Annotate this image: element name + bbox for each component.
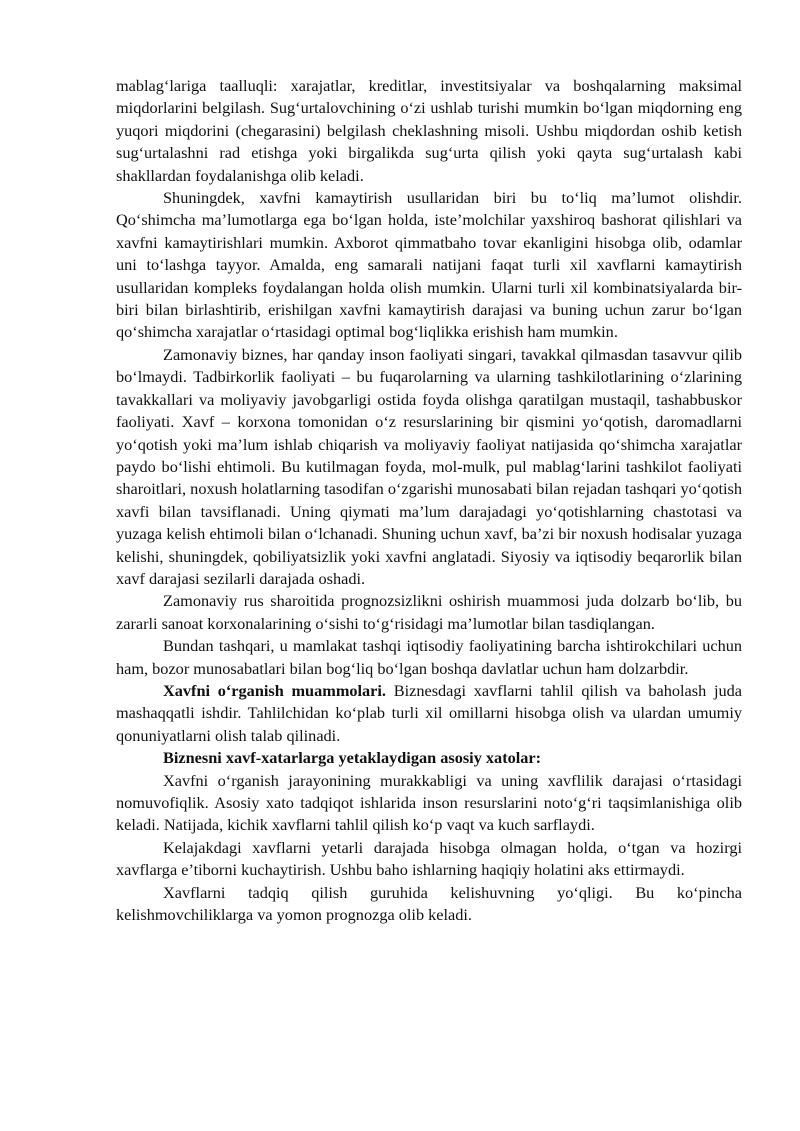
section-heading xyxy=(116,747,742,769)
section-heading-text: Biznesni xavf-xatarlarga yetaklaydigan asosiy xatolar: xyxy=(163,748,542,768)
paragraph-with-heading xyxy=(116,680,742,747)
document-page xyxy=(116,75,742,926)
paragraph-body: Biznesdagi xavflarni tahlil qilish va baholash juda mashaqqatli ishdir. Tahlilchidan ko‘plab turli xil omillarni hisobga olish va ulardan umumiy qonuniyatlarni olish talab qilinadi. xyxy=(116,680,742,745)
paragraph: Bundan tashqari, u mamlakat tashqi iqtisodiy faoliyatining barcha ishtirokchilari uchun ham, bozor munosabatlari bilan bog‘liq bo‘lgan boshqa davlatlar uchun ham dolzarbdir. xyxy=(116,636,742,678)
paragraph: mablag‘lariga taalluqli: xarajatlar, kreditlar, investitsiyalar va boshqalarning maksimal miqdorlarini belgilash. Sug‘urtalovchining o‘zi ushlab turishi mumkin bo‘lgan miqdorning eng yuqori miqdorini (chegarasini) belgilash cheklashning misoli. Ushbu miqdordan oshib ketish sug‘urtalashni rad etishga yoki birgalikda sug‘urta qilish yoki qayta sug‘urtalash kabi shakllardan foydalanishga olib keladi. xyxy=(116,76,742,185)
paragraph: Xavfni o‘rganish jarayonining murakkabligi va uning xavflilik darajasi o‘rtasidagi nomuvofiqlik. Asosiy xato tadqiqot ishlarida inson resurslarini noto‘g‘ri taqsimlanishiga olib keladi. Natijada, kichik xavflarni tahlil qilish ko‘p vaqt va kuch sarflaydi. xyxy=(116,770,742,835)
paragraph: Xavflarni tadqiq qilish guruhida kelishuvning yo‘qligi. Bu ko‘pincha kelishmovchiliklarga va yomon prognozga olib keladi. xyxy=(116,882,742,925)
paragraph: Zamonaviy biznes, har qanday inson faoliyati singari, tavakkal qilmasdan tasavvur qilib bo‘lmaydi. Tadbirkorlik faoliyati – bu fuqarolarning va ularning tashkilotlarining o‘zlarining tavakkallari va moliyaviy javobgarligi ostida foyda olishga qaratilgan mustaqil, tashabbuskor faoliyati. Xavf – korxona tomonidan o‘z resurslarining bir qismini yo‘qotish, daromadlarni yo‘qotish yoki ma’lum ishlab chiqarish va moliyaviy faoliyat natijasida qo‘shimcha xarajatlar paydo bo‘lishi ehtimoli. Bu kutilmagan foyda, mol-mulk, pul mablag‘larini tashkilot faoliyati sharoitlari, noxush holatlarning tasodifan o‘zgarishi munosabati bilan rejadan tashqari yo‘qotish xavfi bilan tavsiflanadi. Uning qiymati ma’lum darajadagi yo‘qotishlarning chastotasi va yuzaga kelish ehtimoli bilan o‘lchanadi. Shuning uchun xavf, ba’zi bir noxush hodisalar yuzaga kelishi, shuningdek, qobiliyatsizlik yoki xavfni anglatadi. Siyosiy va iqtisodiy beqarorlik bilan xavf darajasi sezilarli darajada oshadi. xyxy=(116,344,742,588)
inline-heading: Xavfni o‘rganish muammolari. xyxy=(163,680,387,700)
paragraph: Zamonaviy rus sharoitida prognozsizlikni oshirish muammosi juda dolzarb bo‘lib, bu zararli sanoat korxonalarining o‘sishi to‘g‘risidagi ma’lumotlar bilan tasdiqlangan. xyxy=(116,591,742,633)
paragraph: Kelajakdagi xavflarni yetarli darajada hisobga olmagan holda, o‘tgan va hozirgi xavflarga e’tiborni kuchaytirish. Ushbu baho ishlarning haqiqiy holatini aks ettirmaydi. xyxy=(116,837,742,880)
paragraph: Shuningdek, xavfni kamaytirish usullaridan biri bu to‘liq ma’lumot olishdir. Qo‘shimcha ma’lumotlarga ega bo‘lgan holda, iste’molchilar yaxshiroq bashorat qilishlari va xavfni kamaytirishlari mumkin. Axborot qimmatbaho tovar ekanligini hisobga olib, odamlar uni to‘lashga tayyor. Amalda, eng samarali natijani faqat turli xil xavflarni kamaytirish usullaridan kompleks foydalangan holda olish mumkin. Ularni turli xil kombinatsiyalarda bir-biri bilan birlashtirib, erishilgan xavfni kamaytirish darajasi va buning uchun zarur bo‘lgan qo‘shimcha xarajatlar o‘rtasidagi optimal bog‘liqlikka erishish ham mumkin. xyxy=(116,188,742,342)
